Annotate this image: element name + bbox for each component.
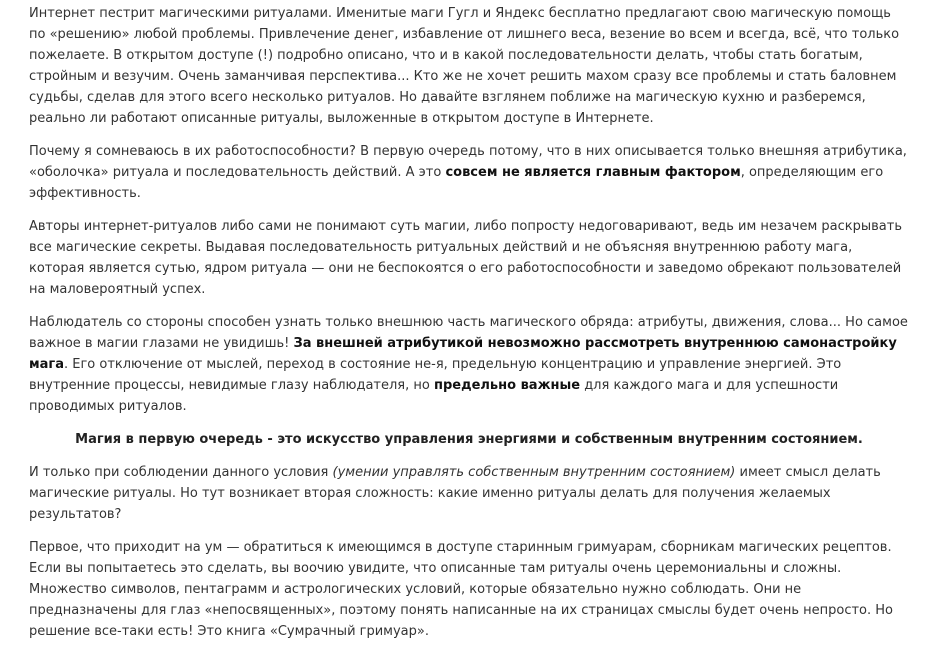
paragraph-doubt xyxy=(29,141,909,204)
article-body xyxy=(29,3,909,654)
bold-emphasis: предельно важные xyxy=(433,378,581,393)
paragraph-intro: Интернет пестрит магическими ритуалами. Именитые маги Гугл и Яндекс бесплатно предлагают свою магическую помощь по «решению» любой проблемы. Привлечение денег, избавление от лишнего веса, везение во всем и всегда, всё, что только пожелаете. В открытом доступе (!) подробно описано, что и в какой последовательности делать, чтобы стать богатым, стройным и везучим. Очень заманчивая перспектива... Кто же не хочет решить махом сразу все проблемы и стать баловнем судьбы, сделав для этого всего несколько ритуалов. Но давайте взглянем поближе на магическую кухню и разберемся, реально ли работают описанные ритуалы, выложенные в открытом доступе в Интернете. xyxy=(29,6,900,126)
text-run: Почему я сомневаюсь в их работоспособности? В первую очередь потому, что в них описывается только внешняя атрибутика, «оболочка» ритуала и последовательность действий. А это xyxy=(29,144,907,180)
paragraph-grimoires: Первое, что приходит на ум — обратиться к имеющимся в доступе старинным гримуарам, сборникам магических рецептов. Если вы попытаетесь это сделать, вы воочию увидите, что описанные там ритуалы очень церемониальны и сложны. Множество символов, пентаграмм и астрологических условий, которые обязательно нужно соблюдать. Они не предназначены для глаз «непосвященных», поэтому понять написанные на их страницах смыслы будет очень непросто. Но решение все-таки есть! Это книга «Сумрачный гримуар». xyxy=(29,540,893,639)
text-run: для каждого мага и для успешности проводимых ритуалов. xyxy=(29,378,839,414)
bold-emphasis: совсем не является главным фактором xyxy=(445,165,741,180)
text-run: Наблюдатель со стороны способен узнать только внешнюю часть магического обряда: атрибуты, движения, слова... Но самое важное в магии глазами не увидишь! xyxy=(29,315,908,351)
text-run: , определяющим его эффективность. xyxy=(29,165,884,201)
italic-note: (умении управлять собственным внутренним состоянием) xyxy=(332,465,736,480)
paragraph-observer xyxy=(29,312,909,417)
key-statement: Магия в первую очередь - это искусство управления энергиями и собственным внутренним состоянием. xyxy=(75,432,863,447)
text-run: . Его отключение от мыслей, переход в состояние не-я, предельную концентрацию и управление энергией. Это внутренние процессы, невидимые глазу наблюдателя, но xyxy=(29,357,842,393)
bold-emphasis: За внешней атрибутикой невозможно рассмотреть внутреннюю самонастройку мага xyxy=(29,336,897,372)
paragraph-authors: Авторы интернет-ритуалов либо сами не понимают суть магии, либо попросту недоговаривают, ведь им незачем раскрывать все магические секреты. Выдавая последовательность ритуальных действий и не объясняя внутреннюю работу мага, которая является сутью, ядром ритуала — они не беспокоятся о его работоспособности и заведомо обрекают пользователей на маловероятный успех. xyxy=(29,219,902,297)
paragraph-condition xyxy=(29,462,909,525)
text-run: И только при соблюдении данного условия xyxy=(29,465,333,480)
text-run: имеет смысл делать магические ритуалы. Но тут возникает вторая сложность: какие именно ритуалы делать для получения желаемых результатов? xyxy=(29,465,881,522)
